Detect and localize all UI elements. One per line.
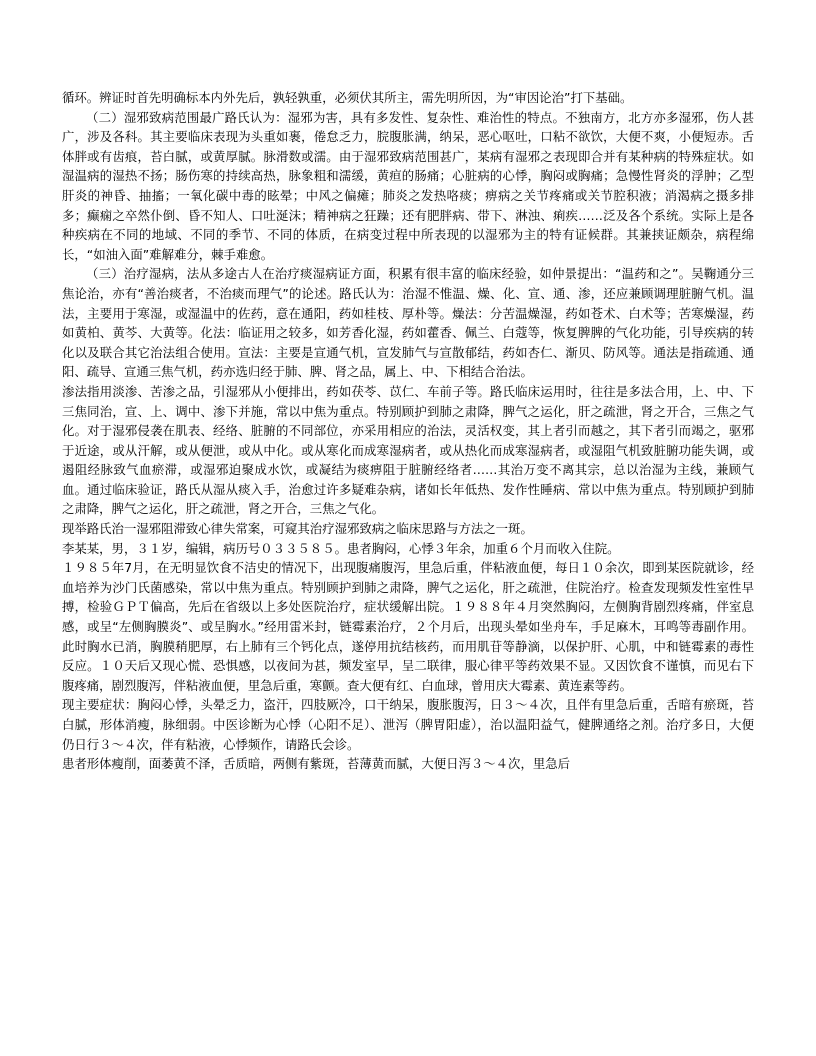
paragraph: 现举路氏治一湿邪阻滞致心律失常案，可窥其治疗湿邪致病之临床思路与方法之一斑。: [62, 521, 533, 537]
paragraph: 患者形体瘦削，面萎黄不泽，舌质暗，两侧有紫斑，苔薄黄而腻，大便日泻３～４次，里急后: [62, 756, 571, 772]
paragraph: 渗法指用淡渗、苦渗之品，引湿邪从小便排出，药如茯苓、苡仁、车前子等。路氏临床运用时，往往是多法合用，上、中、下三焦同治，宣、上、调中、渗下并施，常以中焦为重点。特别顾护到肺之肃降，脾气之运化，肝之疏泄，肾之开合，三焦之气化。对于湿邪侵袭在肌表、经络、脏腑的不同部位，亦采用相应的治法，灵活权变，其上者引而越之，其下者引而竭之，驱邪于近途，或从汗解，或从便泄，或从中化。或从寒化而成寒湿病者，或从热化而成寒湿病者，或湿阻气机致脏腑功能失调，或遏阻经脉致气血瘀滞，或湿邪迫聚成水饮，或凝结为痰痹阻于脏腑经络者……其治万变不离其宗，总以治湿为主线，兼顾气血。通过临床验证，路氏从湿从痰入手，治愈过许多疑难杂病，诸如长年低热、发作性睡病、常以中焦为重点。特别顾护到肺之肃降，脾气之运化，肝之疏泄，肾之开合，三焦之气化。: [62, 383, 754, 517]
paragraph: 现主要症状：胸闷心悸，头晕乏力，盗汗，四肢厥冷，口干纳呆，腹胀腹泻，日３～４次，且伴有里急后重，舌暗有瘀斑，苔白腻，形体消瘦，脉细弱。中医诊断为心悸（心阳不足）、泄泻（脾胃阳虚），治以温阳益气，健脾通络之剂。治疗多日，大便仍日行３～４次，伴有粘液，心悸频作，请路氏会诊。: [62, 697, 754, 752]
paragraph: 循环。辨证时首先明确标本内外先后，孰轻孰重，必须伏其所主，需先明所因，为“审因论治”打下基础。: [62, 90, 633, 105]
paragraph: １９８５年7月，在无明显饮食不洁史的情况下，出现腹痛腹泻，里急后重，伴粘液血便，每日１０余次，即到某医院就诊，经血培养为沙门氏菌感染，常以中焦为重点。特别顾护到肺之肃降，脾气之运化，肝之疏泄，住院治疗。检查发现频发性室性早搏，检验ＧＰＴ偏高，先后在省级以上多处医院治疗，症状缓解出院。１９８８年４月突然胸闷，左侧胸背剧烈疼痛，伴室息感，或呈“左侧胸膜炎”、或呈胸水。”经用雷米封，链霉素治疗，２个月后，出现头晕如坐舟车，手足麻木，耳鸣等毒副作用。此时胸水已消，胸膜稍肥厚，右上肺有三个钙化点，遂停用抗结核药，而用肌苷等静滴，以保护肝、心肌，中和链霉素的毒性反应。１０天后又现心慌、恐惧感，以夜间为甚，频发室早，呈二联律，服心律平等药效果不显。又因饮食不谨慎，而见右下腹疼痛，剧烈腹泻，伴粘液血便，里急后重，寒颤。查大便有红、白血球，曾用庆大霉素、黄连素等药。: [62, 560, 754, 693]
paragraph: （三）治疗湿病，法从多途古人在治疗痰湿病证方面，积累有很丰富的临床经验，如仲景提出：“温药和之”。吴鞠通分三焦论治，亦有“善治痰者，不治痰而理气”的论述。路氏认为：治湿不惟温、燥、化、宣、通、渗，还应兼顾调理脏腑气机。温法，主要用于寒湿，或湿温中的佐药，意在通阳，药如桂枝、厚朴等。燥法：分苦温燥湿，药如苍术、白术等；苦寒燥湿，药如黄柏、黄芩、大黄等。化法：临证用之较多，如芳香化湿，药如藿香、佩兰、白蔻等，恢复脾脾的气化功能，引导疾病的转化以及联合其它治法组合使用。宣法：主要是宣通气机，宣发肺气与宣散郁结，药如杏仁、渐贝、防风等。通法是指疏通、通阳、疏导、宣通三焦气机，药亦选归经于肺、脾、肾之品，属上、中、下相结合治法。: [62, 266, 754, 380]
paragraph: （二）湿邪致病范围最广路氏认为：湿邪为害，具有多发性、复杂性、难治性的特点。不独南方，北方亦多湿邪，伤人甚广，涉及各科。其主要临床表现为头重如裹，倦怠乏力，脘腹胀满，纳呆，恶心呕吐，口粘不欲饮，大便不爽，小便短赤。舌体胖或有齿痕，苔白腻，或黄厚腻。脉滑数或濡。由于湿邪致病范围甚广，某病有湿邪之表现即合并有某种病的特殊症状。如湿温病的湿热不扬；肠伤寒的持续高热，脉象粗和濡缓，黄疸的肠痛；心脏病的心悸，胸闷或胸痛；急慢性肾炎的浮肿；乙型肝炎的神昏、抽搐；一氧化碳中毒的眩晕；中风之偏瘫；肺炎之发热咯痰；痹病之关节疼痛或关节腔积液；消渴病之摄多排多；癫痫之卒然仆倒、昏不知人、口吐涎沫；精神病之狂躁；还有肥胖病、带下、淋浊、痢疾……泛及各个系统。实际上是各种疾病在不同的地域、不同的季节、不同的体质，在病变过程中所表现的以湿邪为主的特有证候群。其兼挟证颇杂，病程绵长，“如油入面”难解难分，棘手难愈。: [62, 109, 754, 262]
document-body: [62, 88, 754, 774]
paragraph: 李某某，男，３１岁，编辑，病历号０３３５８５。患者胸闷，心悸３年余，加重６个月而收入住院。: [62, 540, 620, 556]
